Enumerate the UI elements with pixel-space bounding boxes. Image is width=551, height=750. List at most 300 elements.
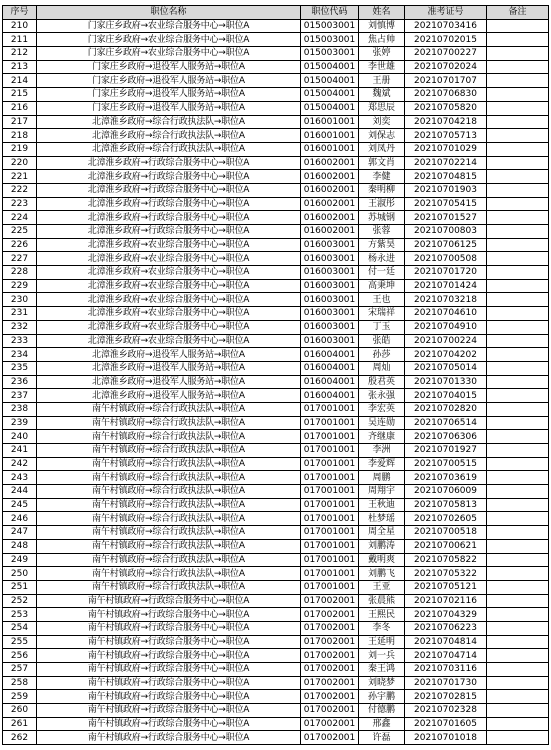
table-row	[3, 553, 549, 567]
cell-remarks	[487, 60, 549, 74]
cell-seq: 256	[3, 649, 37, 663]
cell-name: 周翔宇	[359, 485, 405, 499]
cell-seq: 220	[3, 156, 37, 170]
cell-remarks	[487, 115, 549, 129]
cell-seq: 252	[3, 594, 37, 608]
cell-position-code: 017002001	[301, 608, 359, 622]
cell-position-name: 南午村镇政府→综合行政执法队→职位A	[37, 471, 301, 485]
cell-ticket-number: 20210706009	[405, 485, 487, 499]
cell-remarks	[487, 471, 549, 485]
cell-name: 付一廷	[359, 266, 405, 280]
cell-position-name: 南午村镇政府→行政综合服务中心→职位A	[37, 717, 301, 731]
cell-seq: 219	[3, 142, 37, 156]
cell-remarks	[487, 485, 549, 499]
table-row	[3, 238, 549, 252]
cell-seq: 227	[3, 252, 37, 266]
cell-position-code: 017002001	[301, 663, 359, 677]
cell-position-name: 南午村镇政府→行政综合服务中心→职位A	[37, 690, 301, 704]
cell-position-code: 016004001	[301, 361, 359, 375]
cell-remarks	[487, 156, 549, 170]
cell-remarks	[487, 539, 549, 553]
cell-remarks	[487, 375, 549, 389]
cell-ticket-number: 20210705322	[405, 567, 487, 581]
table-row	[3, 717, 549, 731]
cell-ticket-number: 20210706830	[405, 88, 487, 102]
cell-name: 李健	[359, 170, 405, 184]
cell-position-name: 北漳淮乡政府→行政综合服务中心→职位A	[37, 183, 301, 197]
cell-remarks	[487, 594, 549, 608]
table-row	[3, 526, 549, 540]
cell-ticket-number: 20210706125	[405, 238, 487, 252]
cell-position-name: 南午村镇政府→行政综合服务中心→职位A	[37, 676, 301, 690]
cell-ticket-number: 20210704015	[405, 389, 487, 403]
cell-name: 王册	[359, 74, 405, 88]
cell-name: 张婷	[359, 47, 405, 61]
cell-remarks	[487, 416, 549, 430]
cell-position-code: 017002001	[301, 717, 359, 731]
cell-seq: 239	[3, 416, 37, 430]
cell-position-name: 南午村镇政府→综合行政执法队→职位A	[37, 526, 301, 540]
header-position-name: 职位名称	[37, 6, 301, 20]
cell-ticket-number: 20210705820	[405, 101, 487, 115]
cell-name: 李洲	[359, 444, 405, 458]
cell-position-code: 017002001	[301, 676, 359, 690]
cell-position-name: 门家庄乡政府→农业综合服务中心→职位A	[37, 19, 301, 33]
cell-position-code: 017001001	[301, 553, 359, 567]
cell-ticket-number: 20210705014	[405, 361, 487, 375]
table-row	[3, 731, 549, 745]
cell-position-code: 016003001	[301, 307, 359, 321]
cell-name: 王亚	[359, 580, 405, 594]
table-row	[3, 183, 549, 197]
cell-remarks	[487, 252, 549, 266]
header-remarks: 备注	[487, 6, 549, 20]
cell-seq: 247	[3, 526, 37, 540]
cell-remarks	[487, 498, 549, 512]
cell-ticket-number: 20210701707	[405, 74, 487, 88]
cell-position-code: 017002001	[301, 621, 359, 635]
table-row	[3, 690, 549, 704]
cell-seq: 231	[3, 307, 37, 321]
cell-position-code: 016003001	[301, 320, 359, 334]
cell-position-name: 南午村镇政府→综合行政执法队→职位A	[37, 444, 301, 458]
cell-seq: 251	[3, 580, 37, 594]
cell-position-name: 北漳淮乡政府→行政综合服务中心→职位A	[37, 156, 301, 170]
cell-ticket-number: 20210702214	[405, 156, 487, 170]
cell-position-name: 南午村镇政府→综合行政执法队→职位A	[37, 402, 301, 416]
cell-ticket-number: 20210700518	[405, 526, 487, 540]
cell-remarks	[487, 430, 549, 444]
cell-position-code: 017002001	[301, 594, 359, 608]
cell-remarks	[487, 348, 549, 362]
cell-seq: 232	[3, 320, 37, 334]
cell-position-code: 016003001	[301, 334, 359, 348]
cell-remarks	[487, 74, 549, 88]
cell-name: 刘慎博	[359, 19, 405, 33]
cell-position-name: 北漳淮乡政府→农业综合服务中心→职位A	[37, 320, 301, 334]
cell-position-code: 015003001	[301, 47, 359, 61]
cell-position-name: 北漳淮乡政府→农业综合服务中心→职位A	[37, 293, 301, 307]
table-row	[3, 457, 549, 471]
cell-name: 李世雄	[359, 60, 405, 74]
cell-remarks	[487, 457, 549, 471]
cell-remarks	[487, 170, 549, 184]
cell-position-code: 015003001	[301, 33, 359, 47]
cell-name: 许磊	[359, 731, 405, 745]
cell-name: 刘凤丹	[359, 142, 405, 156]
cell-ticket-number: 20210704910	[405, 320, 487, 334]
cell-position-code: 017001001	[301, 512, 359, 526]
table-row	[3, 348, 549, 362]
cell-ticket-number: 20210701730	[405, 676, 487, 690]
cell-seq: 235	[3, 361, 37, 375]
cell-name: 刘奕	[359, 115, 405, 129]
cell-ticket-number: 20210700508	[405, 252, 487, 266]
cell-name: 方紫昊	[359, 238, 405, 252]
cell-ticket-number: 20210706514	[405, 416, 487, 430]
table-row	[3, 252, 549, 266]
table-row	[3, 485, 549, 499]
table-row	[3, 320, 549, 334]
cell-position-name: 北漳淮乡政府→退役军人服务站→职位A	[37, 348, 301, 362]
cell-position-name: 南午村镇政府→综合行政执法队→职位A	[37, 539, 301, 553]
cell-remarks	[487, 19, 549, 33]
cell-position-name: 南午村镇政府→行政综合服务中心→职位A	[37, 731, 301, 745]
cell-position-name: 门家庄乡政府→退役军人服务站→职位A	[37, 74, 301, 88]
cell-ticket-number: 20210700227	[405, 47, 487, 61]
cell-remarks	[487, 225, 549, 239]
cell-ticket-number: 20210705822	[405, 553, 487, 567]
cell-seq: 230	[3, 293, 37, 307]
header-seq: 序号	[3, 6, 37, 20]
table-row	[3, 115, 549, 129]
cell-ticket-number: 20210701424	[405, 279, 487, 293]
cell-remarks	[487, 526, 549, 540]
cell-ticket-number: 20210706306	[405, 430, 487, 444]
table-row	[3, 88, 549, 102]
cell-ticket-number: 20210701029	[405, 142, 487, 156]
cell-name: 孙宇鹏	[359, 690, 405, 704]
cell-position-code: 017001001	[301, 498, 359, 512]
cell-seq: 249	[3, 553, 37, 567]
cell-remarks	[487, 47, 549, 61]
cell-ticket-number: 20210704329	[405, 608, 487, 622]
cell-name: 刘一兵	[359, 649, 405, 663]
cell-position-code: 016003001	[301, 293, 359, 307]
cell-name: 郑思辰	[359, 101, 405, 115]
cell-name: 刘晓梦	[359, 676, 405, 690]
cell-ticket-number: 20210703619	[405, 471, 487, 485]
cell-position-name: 南午村镇政府→行政综合服务中心→职位A	[37, 663, 301, 677]
cell-remarks	[487, 704, 549, 718]
cell-seq: 242	[3, 457, 37, 471]
cell-remarks	[487, 580, 549, 594]
cell-position-name: 南午村镇政府→行政综合服务中心→职位A	[37, 594, 301, 608]
cell-ticket-number: 20210705415	[405, 197, 487, 211]
cell-ticket-number: 20210701927	[405, 444, 487, 458]
cell-position-name: 南午村镇政府→综合行政执法队→职位A	[37, 512, 301, 526]
cell-seq: 233	[3, 334, 37, 348]
cell-remarks	[487, 402, 549, 416]
cell-position-name: 南午村镇政府→行政综合服务中心→职位A	[37, 621, 301, 635]
cell-ticket-number: 20210702820	[405, 402, 487, 416]
cell-remarks	[487, 717, 549, 731]
cell-remarks	[487, 649, 549, 663]
cell-seq: 215	[3, 88, 37, 102]
cell-position-name: 南午村镇政府→综合行政执法队→职位A	[37, 580, 301, 594]
cell-position-code: 017001001	[301, 485, 359, 499]
table-row	[3, 594, 549, 608]
cell-name: 秦明柳	[359, 183, 405, 197]
cell-position-name: 北漳淮乡政府→行政综合服务中心→职位A	[37, 211, 301, 225]
cell-ticket-number: 20210705121	[405, 580, 487, 594]
cell-position-code: 016002001	[301, 156, 359, 170]
cell-ticket-number: 20210703218	[405, 293, 487, 307]
cell-seq: 240	[3, 430, 37, 444]
cell-name: 周鹏	[359, 471, 405, 485]
candidate-table	[2, 5, 549, 745]
cell-position-code: 016003001	[301, 252, 359, 266]
table-row	[3, 375, 549, 389]
cell-position-code: 016002001	[301, 197, 359, 211]
cell-remarks	[487, 88, 549, 102]
cell-name: 宋瑞祥	[359, 307, 405, 321]
table-row	[3, 402, 549, 416]
cell-seq: 238	[3, 402, 37, 416]
cell-name: 王延明	[359, 635, 405, 649]
table-row	[3, 444, 549, 458]
cell-position-code: 016004001	[301, 348, 359, 362]
header-name: 姓名	[359, 6, 405, 20]
cell-position-name: 北漳淮乡政府→综合行政执法队→职位A	[37, 129, 301, 143]
cell-position-name: 南午村镇政府→综合行政执法队→职位A	[37, 567, 301, 581]
cell-position-code: 017001001	[301, 471, 359, 485]
cell-remarks	[487, 608, 549, 622]
cell-position-code: 016002001	[301, 183, 359, 197]
cell-position-code: 017001001	[301, 567, 359, 581]
cell-remarks	[487, 635, 549, 649]
cell-name: 焦占帅	[359, 33, 405, 47]
table-row	[3, 293, 549, 307]
cell-remarks	[487, 238, 549, 252]
cell-remarks	[487, 279, 549, 293]
cell-remarks	[487, 320, 549, 334]
cell-name: 刘保志	[359, 129, 405, 143]
cell-position-code: 015004001	[301, 60, 359, 74]
table-row	[3, 389, 549, 403]
cell-position-name: 北漳淮乡政府→退役军人服务站→职位A	[37, 389, 301, 403]
cell-position-name: 北漳淮乡政府→农业综合服务中心→职位A	[37, 334, 301, 348]
table-row	[3, 649, 549, 663]
cell-seq: 213	[3, 60, 37, 74]
table-row	[3, 60, 549, 74]
cell-remarks	[487, 567, 549, 581]
cell-name: 吴连勋	[359, 416, 405, 430]
cell-remarks	[487, 334, 549, 348]
cell-ticket-number: 20210701527	[405, 211, 487, 225]
cell-position-code: 016001001	[301, 129, 359, 143]
cell-position-code: 016003001	[301, 238, 359, 252]
cell-ticket-number: 20210705713	[405, 129, 487, 143]
table-row	[3, 142, 549, 156]
cell-ticket-number: 20210701018	[405, 731, 487, 745]
cell-remarks	[487, 293, 549, 307]
table-row	[3, 704, 549, 718]
cell-remarks	[487, 512, 549, 526]
cell-name: 高秉坤	[359, 279, 405, 293]
cell-name: 杜梦瑶	[359, 512, 405, 526]
cell-position-name: 门家庄乡政府→退役军人服务站→职位A	[37, 101, 301, 115]
table-row	[3, 156, 549, 170]
cell-seq: 260	[3, 704, 37, 718]
cell-name: 邢鑫	[359, 717, 405, 731]
cell-seq: 216	[3, 101, 37, 115]
cell-name: 刘鹏涛	[359, 539, 405, 553]
cell-ticket-number: 20210700224	[405, 334, 487, 348]
cell-position-name: 北漳淮乡政府→行政综合服务中心→职位A	[37, 225, 301, 239]
cell-seq: 229	[3, 279, 37, 293]
cell-position-code: 016002001	[301, 211, 359, 225]
cell-remarks	[487, 307, 549, 321]
cell-ticket-number: 20210705813	[405, 498, 487, 512]
cell-ticket-number: 20210706223	[405, 621, 487, 635]
cell-name: 郭文肖	[359, 156, 405, 170]
cell-position-name: 北漳淮乡政府→行政综合服务中心→职位A	[37, 197, 301, 211]
table-row	[3, 211, 549, 225]
cell-ticket-number: 20210703116	[405, 663, 487, 677]
cell-position-name: 南午村镇政府→综合行政执法队→职位A	[37, 485, 301, 499]
cell-position-code: 016002001	[301, 225, 359, 239]
cell-position-code: 017001001	[301, 402, 359, 416]
cell-name: 周全星	[359, 526, 405, 540]
cell-seq: 241	[3, 444, 37, 458]
cell-position-name: 门家庄乡政府→农业综合服务中心→职位A	[37, 33, 301, 47]
cell-name: 王熙民	[359, 608, 405, 622]
cell-seq: 245	[3, 498, 37, 512]
cell-position-code: 016001001	[301, 115, 359, 129]
cell-seq: 261	[3, 717, 37, 731]
cell-remarks	[487, 676, 549, 690]
cell-ticket-number: 20210701720	[405, 266, 487, 280]
cell-position-name: 门家庄乡政府→农业综合服务中心→职位A	[37, 47, 301, 61]
cell-seq: 226	[3, 238, 37, 252]
cell-name: 戴明爽	[359, 553, 405, 567]
cell-remarks	[487, 183, 549, 197]
cell-position-name: 北漳淮乡政府→综合行政执法队→职位A	[37, 115, 301, 129]
cell-remarks	[487, 266, 549, 280]
cell-position-name: 南午村镇政府→综合行政执法队→职位A	[37, 553, 301, 567]
cell-seq: 254	[3, 621, 37, 635]
cell-remarks	[487, 361, 549, 375]
cell-remarks	[487, 444, 549, 458]
cell-ticket-number: 20210703416	[405, 19, 487, 33]
table-row	[3, 266, 549, 280]
cell-ticket-number: 20210704202	[405, 348, 487, 362]
table-row	[3, 676, 549, 690]
table-row	[3, 334, 549, 348]
cell-position-code: 015004001	[301, 101, 359, 115]
cell-remarks	[487, 197, 549, 211]
table-row	[3, 635, 549, 649]
cell-name: 张永强	[359, 389, 405, 403]
cell-seq: 223	[3, 197, 37, 211]
cell-position-code: 017002001	[301, 704, 359, 718]
cell-ticket-number: 20210701903	[405, 183, 487, 197]
cell-position-code: 017001001	[301, 444, 359, 458]
cell-position-name: 门家庄乡政府→退役军人服务站→职位A	[37, 88, 301, 102]
cell-ticket-number: 20210700803	[405, 225, 487, 239]
cell-name: 张晨熊	[359, 594, 405, 608]
table-row	[3, 279, 549, 293]
table-row	[3, 471, 549, 485]
cell-seq: 228	[3, 266, 37, 280]
cell-ticket-number: 20210704814	[405, 635, 487, 649]
table-row	[3, 539, 549, 553]
cell-name: 苏城钢	[359, 211, 405, 225]
table-row	[3, 663, 549, 677]
cell-seq: 250	[3, 567, 37, 581]
cell-seq: 246	[3, 512, 37, 526]
cell-position-code: 017001001	[301, 430, 359, 444]
cell-position-name: 南午村镇政府→综合行政执法队→职位A	[37, 457, 301, 471]
table-row	[3, 47, 549, 61]
cell-seq: 225	[3, 225, 37, 239]
cell-name: 付德鹏	[359, 704, 405, 718]
cell-position-code: 017002001	[301, 731, 359, 745]
cell-position-code: 017001001	[301, 580, 359, 594]
cell-seq: 237	[3, 389, 37, 403]
cell-position-name: 南午村镇政府→行政综合服务中心→职位A	[37, 608, 301, 622]
cell-seq: 255	[3, 635, 37, 649]
cell-seq: 258	[3, 676, 37, 690]
cell-position-code: 016003001	[301, 279, 359, 293]
cell-position-code: 017001001	[301, 539, 359, 553]
table-row	[3, 621, 549, 635]
cell-position-code: 015004001	[301, 74, 359, 88]
cell-position-name: 南午村镇政府→综合行政执法队→职位A	[37, 498, 301, 512]
cell-position-code: 017001001	[301, 526, 359, 540]
cell-name: 王淑彤	[359, 197, 405, 211]
cell-seq: 236	[3, 375, 37, 389]
cell-seq: 259	[3, 690, 37, 704]
cell-name: 殷君英	[359, 375, 405, 389]
cell-position-name: 门家庄乡政府→退役军人服务站→职位A	[37, 60, 301, 74]
cell-position-code: 017001001	[301, 457, 359, 471]
cell-ticket-number: 20210704815	[405, 170, 487, 184]
cell-seq: 210	[3, 19, 37, 33]
cell-position-code: 017002001	[301, 649, 359, 663]
cell-ticket-number: 20210702015	[405, 33, 487, 47]
cell-remarks	[487, 663, 549, 677]
cell-seq: 253	[3, 608, 37, 622]
cell-ticket-number: 20210700515	[405, 457, 487, 471]
header-ticket-number: 准考证号	[405, 6, 487, 20]
table-row	[3, 101, 549, 115]
cell-name: 周灿	[359, 361, 405, 375]
cell-remarks	[487, 211, 549, 225]
cell-position-name: 北漳淮乡政府→农业综合服务中心→职位A	[37, 252, 301, 266]
table-row	[3, 307, 549, 321]
cell-position-name: 北漳淮乡政府→农业综合服务中心→职位A	[37, 266, 301, 280]
cell-position-name: 北漳淮乡政府→行政综合服务中心→职位A	[37, 170, 301, 184]
cell-position-name: 北漳淮乡政府→农业综合服务中心→职位A	[37, 307, 301, 321]
cell-ticket-number: 20210704610	[405, 307, 487, 321]
cell-position-code: 015003001	[301, 19, 359, 33]
cell-ticket-number: 20210702024	[405, 60, 487, 74]
table-row	[3, 19, 549, 33]
cell-position-code: 017002001	[301, 690, 359, 704]
cell-position-name: 南午村镇政府→行政综合服务中心→职位A	[37, 704, 301, 718]
